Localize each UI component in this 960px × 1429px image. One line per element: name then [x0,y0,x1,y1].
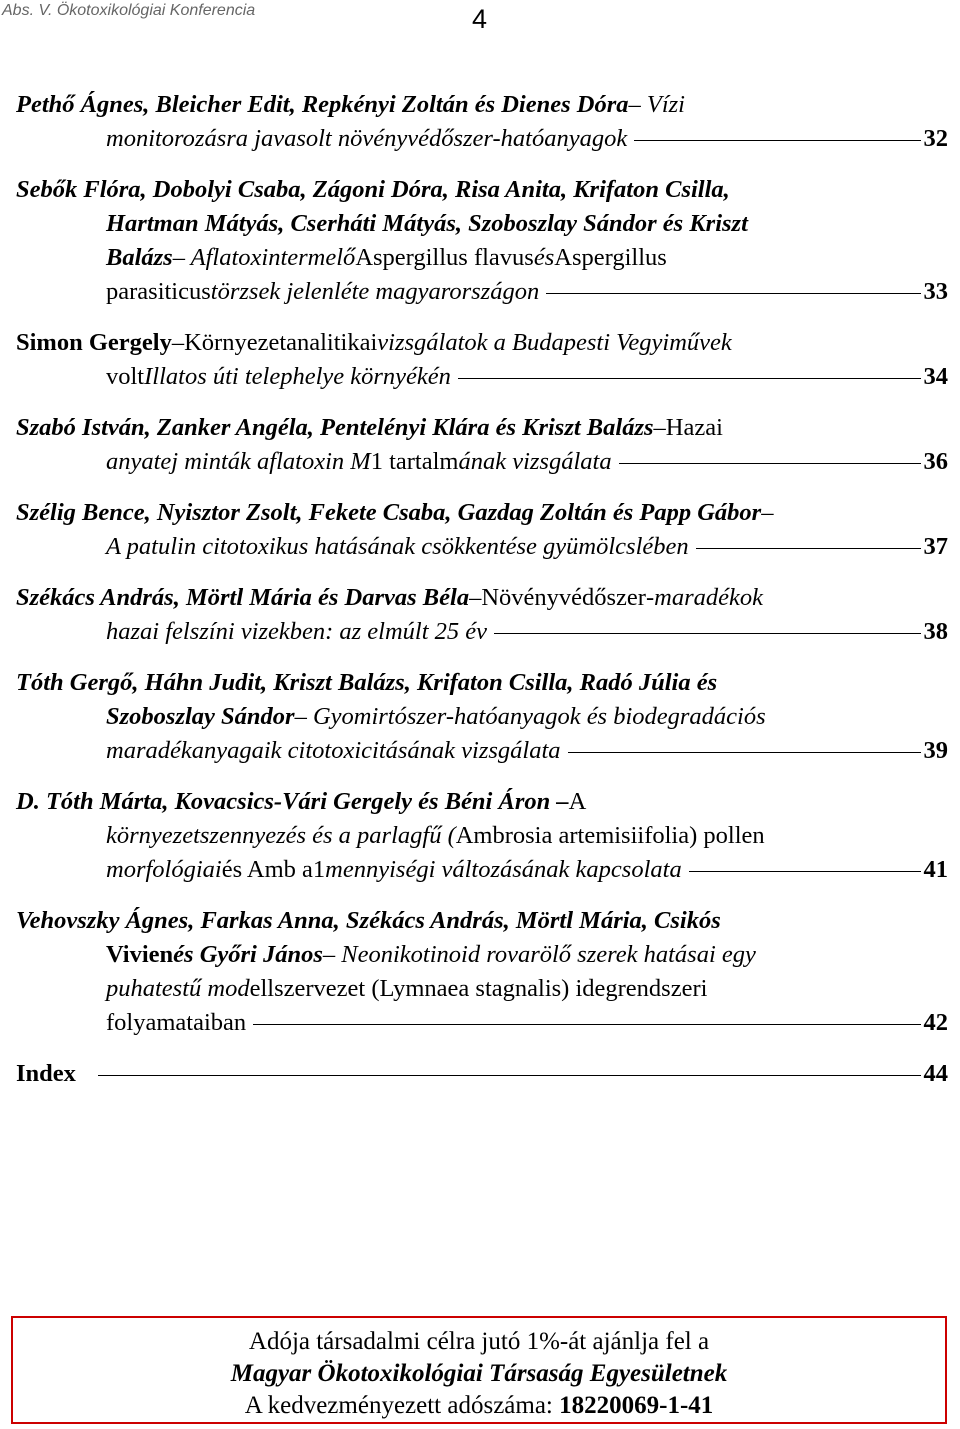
toc-entry[interactable] [16,785,948,887]
toc-text-segment: parasiticus [106,278,211,305]
toc-text-segment: anyatej minták aflatoxin M [106,448,371,475]
dot-leader [546,275,920,294]
toc-entry-line [16,360,948,394]
toc-text-segment: környezetszennyezés és a parlagfű ( [106,822,456,849]
toc-entry[interactable] [16,581,948,649]
toc-entry-line [16,581,948,615]
footer-tax-label: A kedvezményezett adószáma: [244,1392,560,1419]
tax-donation-notice [11,1316,947,1424]
toc-entry[interactable] [16,496,948,564]
toc-page-number: 37 [923,533,948,560]
toc-text-segment: ) pollen [689,822,765,849]
toc-text-segment: – Neonikotinoid rovarölő szerek hatásai egy [322,941,756,968]
toc-text-segment: – [761,499,774,526]
footer-organization: Magyar Ökotoxikológiai Társaság Egyesületnek [230,1360,728,1387]
toc-entry-line [16,207,948,241]
toc-entry-line [16,734,948,768]
toc-text-segment: morfológiai [106,856,222,883]
toc-text-segment: Növényvédőszer [481,584,646,611]
toc-text-segment: Aspergillus flavus [355,244,534,271]
toc-text-segment: Vivien [106,941,174,968]
toc-entry[interactable] [16,666,948,768]
footer-line-3 [13,1390,945,1422]
toc-text-segment: Lymnaea stagnalis [379,975,562,1002]
toc-entry-line [16,275,948,309]
toc-entry[interactable] [16,411,948,479]
toc-text-segment: – Gyomirtószer-hatóanyagok és biodegradációs [294,703,766,730]
toc-entry-line [16,1006,948,1040]
toc-text-segment: Aspergillus [554,244,667,271]
table-of-contents [16,88,948,1091]
toc-text-segment: Szabó István, Zanker Angéla, Pentelényi Klára és Kriszt Balázs [16,414,654,441]
toc-page-number: 33 [923,278,948,305]
toc-text-segment: hazai felszíni vizekben: az elmúlt 25 év [106,618,488,645]
toc-text-segment: mennyiségi változásának kapcsolata [325,856,682,883]
toc-text-segment: ának vizsgálata [458,448,612,475]
toc-text-segment: és Amb a1 [221,856,326,883]
dot-leader [253,1006,920,1025]
dot-leader [689,853,921,872]
toc-text-segment: Vehovszky Ágnes, Farkas Anna, Székács András, Mörtl Mária, Csikós [16,907,721,934]
toc-entry-line [16,173,948,207]
toc-entry[interactable] [16,173,948,309]
toc-text-segment: maradékanyagaik citotoxicitásának vizsgálata [106,737,561,764]
toc-page-number: 38 [923,618,948,645]
footer-line-1: Adója társadalmi célra jutó 1%-át ajánlja fel a [248,1328,710,1355]
page-number: 4 [472,4,488,34]
toc-text-segment: A patulin citotoxikus hatásának csökkentése gyümölcslében [106,533,689,560]
toc-text-segment: D. Tóth Márta, Kovacsics-Vári Gergely és Béni Áron – [16,788,569,815]
index-entry[interactable] [16,1057,948,1091]
toc-text-segment: A [568,788,587,815]
toc-text-segment: – Aflatoxintermelő [172,244,356,271]
toc-text-segment: Pethő Ágnes, Bleicher Edit, Repkényi Zoltán és Dienes Dóra [16,91,629,118]
toc-text-segment: vizsgálatok a Budapesti Vegyiművek [377,329,732,356]
toc-page-number: 42 [923,1009,948,1036]
toc-text-segment: és Győri János [173,941,323,968]
toc-entry[interactable] [16,326,948,394]
toc-page-number: 36 [923,448,948,475]
toc-text-segment: Szoboszlay Sándor [106,703,295,730]
toc-text-segment: Sebők Flóra, Dobolyi Csaba, Zágoni Dóra, Risa Anita, Krifaton Csilla, [16,176,730,203]
toc-text-segment: – [171,329,185,356]
toc-text-segment: puhatestű mod [106,975,250,1002]
dot-leader [98,1057,921,1076]
toc-entry-line [16,326,948,360]
toc-text-segment: törzsek jelenléte magyarországon [210,278,540,305]
toc-text-segment: Tóth Gergő, Háhn Judit, Kriszt Balázs, Krifaton Csilla, Radó Júlia és [16,669,718,696]
toc-text-segment: monitorozásra javasolt növényvédőszer-hatóanyagok [106,125,628,152]
toc-text-segment: Simon Gergely [16,329,172,356]
toc-entry[interactable] [16,88,948,156]
dot-leader [696,530,921,549]
toc-entry-line [16,241,948,275]
toc-text-segment: Környezetanalitikai [184,329,378,356]
toc-text-segment: 1 tartalm [370,448,459,475]
toc-text-segment: és [533,244,555,271]
toc-page-number: 32 [923,125,948,152]
index-page-number: 44 [923,1060,948,1087]
toc-text-segment: – [653,414,666,441]
toc-text-segment: volt [106,363,145,390]
running-header: Abs. V. Ökotoxikológiai Konferencia [2,2,256,19]
toc-entry-line [16,785,948,819]
dot-leader [568,734,921,753]
toc-text-segment: – [469,584,482,611]
toc-entry-line [16,530,948,564]
toc-entry[interactable] [16,904,948,1040]
dot-leader [494,615,920,634]
toc-text-segment: – Vízi [628,91,685,118]
dot-leader [458,360,921,379]
index-label: Index [16,1060,76,1087]
toc-entry-line [16,972,948,1006]
toc-entry-line [16,615,948,649]
toc-entry-line [16,904,948,938]
toc-entry-line [16,411,948,445]
toc-text-segment: Ambrosia artemisiifolia [455,822,690,849]
toc-entry-line [16,122,948,156]
toc-entry-line [16,853,948,887]
toc-text-segment: ) idegrendszeri [561,975,708,1002]
toc-text-segment: Hartman Mátyás, Cserháti Mátyás, Szoboszlay Sándor és Kriszt [106,210,748,237]
toc-page-number: 34 [923,363,948,390]
toc-text-segment: Balázs [106,244,173,271]
dot-leader [619,445,921,464]
toc-entry-line [16,819,948,853]
toc-text-segment: -maradékok [645,584,763,611]
toc-entry-line [16,88,948,122]
toc-entry-line [16,445,948,479]
dot-leader [634,122,920,141]
toc-text-segment: Székács András, Mörtl Mária és Darvas Béla [16,584,470,611]
toc-entry-line [16,666,948,700]
toc-entry-line [16,496,948,530]
toc-text-segment: ellszervezet ( [249,975,380,1002]
toc-entry-line [16,700,948,734]
toc-page-number: 41 [923,856,948,883]
toc-entry-line [16,938,948,972]
footer-tax-number: 18220069-1-41 [559,1392,714,1419]
toc-text-segment: Illatos úti telephelye környékén [144,363,451,390]
toc-text-segment: Szélig Bence, Nyisztor Zsolt, Fekete Csaba, Gazdag Zoltán és Papp Gábor [16,499,762,526]
toc-page-number: 39 [923,737,948,764]
toc-text-segment: folyamataiban [106,1009,247,1036]
toc-text-segment: Hazai [665,414,723,441]
